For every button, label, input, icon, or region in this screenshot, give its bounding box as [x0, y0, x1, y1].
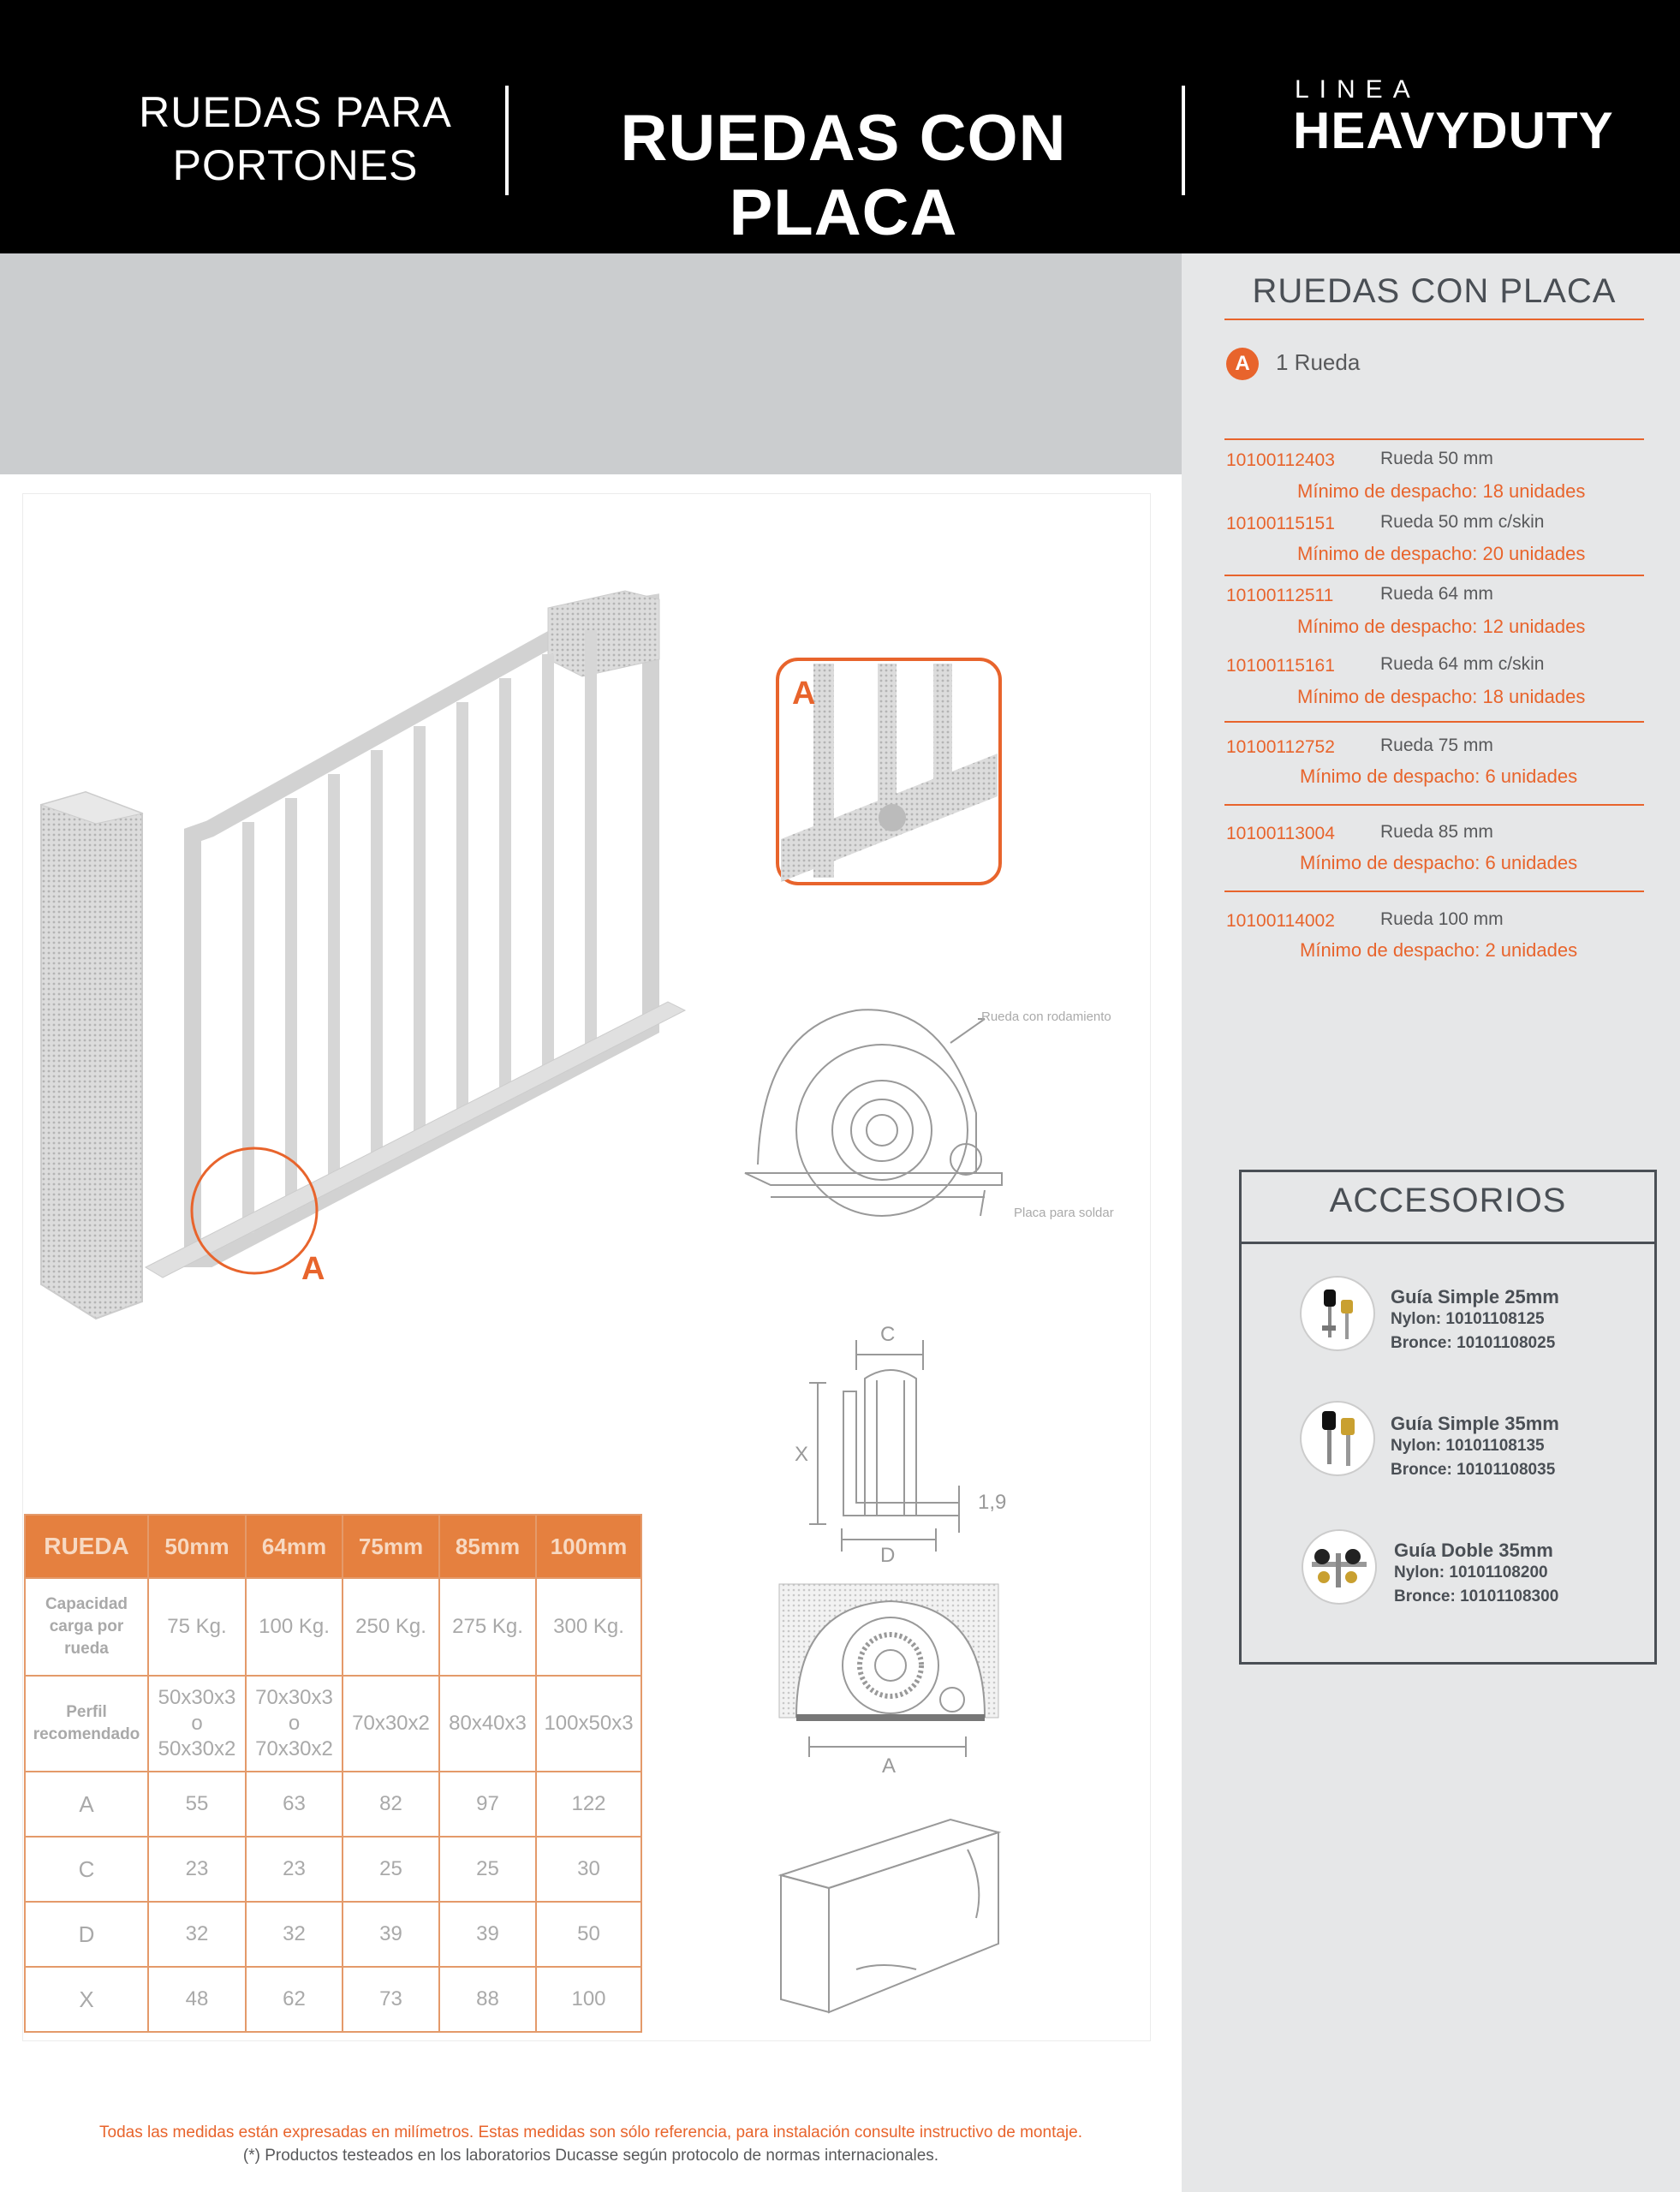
wheel-plate-drawing	[779, 1584, 998, 1757]
table-cell: 75 Kg.	[148, 1578, 246, 1676]
row-label: A	[25, 1772, 148, 1837]
table-cell: 62	[246, 1967, 343, 2032]
row-label: D	[25, 1902, 148, 1967]
divider	[1224, 804, 1644, 806]
table-cell: 23	[246, 1837, 343, 1902]
table-cell: 88	[439, 1967, 536, 2032]
product-name: Rueda 64 mm c/skin	[1380, 654, 1545, 674]
table-cell	[148, 1676, 246, 1772]
cell-line: o	[191, 1712, 203, 1735]
table-cell: 48	[148, 1967, 246, 2032]
product-minimum: Mínimo de despacho: 20 unidades	[1297, 543, 1586, 564]
spec-table	[24, 1514, 642, 2033]
cell-line: 50x30x3	[158, 1686, 236, 1709]
product-minimum: Mínimo de despacho: 2 unidades	[1300, 939, 1578, 961]
footer-disclaimer: (*) Productos testeados en los laboratorios Ducasse según protocolo de normas internacionales.	[242, 2147, 939, 2165]
table-cell: 25	[343, 1837, 439, 1902]
row-label-line: carga por	[49, 1617, 124, 1635]
table-cell: 70x30x2	[343, 1676, 439, 1772]
divider	[1224, 438, 1644, 440]
product-minimum: Mínimo de despacho: 6 unidades	[1300, 765, 1578, 787]
callout-placa: Placa para soldar	[1014, 1206, 1114, 1220]
row-label: X	[25, 1967, 148, 2032]
profile-tube-drawing	[781, 1820, 998, 2012]
guide-double-35-image	[1302, 1529, 1377, 1605]
table-row	[25, 1578, 641, 1676]
table-cell: 100x50x3	[536, 1676, 641, 1772]
table-header-cell: 64mm	[246, 1515, 343, 1578]
dim-a: A	[882, 1754, 897, 1778]
table-header-cell: RUEDA	[25, 1515, 148, 1578]
table-cell: 39	[343, 1902, 439, 1967]
dim-1-9: 1,9	[978, 1491, 1007, 1514]
page-title: RUEDAS CON PLACA	[620, 102, 1067, 249]
sidebar-title: RUEDAS CON PLACA	[1252, 272, 1617, 310]
table-cell: 275 Kg.	[439, 1578, 536, 1676]
product-name: Rueda 100 mm	[1380, 909, 1504, 929]
product-name: Rueda 50 mm c/skin	[1380, 512, 1545, 532]
table-cell: 100 Kg.	[246, 1578, 343, 1676]
table-cell	[246, 1676, 343, 1772]
header-category-line1: RUEDAS PARA	[139, 88, 452, 136]
accessory-nylon-code: Nylon: 10101108135	[1391, 1437, 1545, 1455]
table-cell: 25	[439, 1837, 536, 1902]
accessory-bronze-code: Bronce: 10101108035	[1391, 1461, 1556, 1479]
product-name: Rueda 64 mm	[1380, 584, 1493, 604]
product-code: 10100115151	[1226, 514, 1335, 533]
dim-x: X	[795, 1443, 809, 1466]
table-cell: 122	[536, 1772, 641, 1837]
table-cell: 32	[148, 1902, 246, 1967]
row-label-line: Perfil	[66, 1703, 107, 1721]
dim-d: D	[880, 1544, 896, 1567]
row-label-line: rueda	[64, 1640, 109, 1658]
table-header-cell: 50mm	[148, 1515, 246, 1578]
accessories-divider	[1239, 1242, 1657, 1244]
header-category-line2: PORTONES	[172, 141, 419, 189]
gate-detail-label: A	[301, 1251, 325, 1287]
dim-c: C	[880, 1323, 896, 1346]
table-cell: 73	[343, 1967, 439, 2032]
wheel-section-drawing	[809, 1340, 959, 1552]
row-label	[25, 1676, 148, 1772]
divider	[1224, 319, 1644, 320]
product-name: Rueda 85 mm	[1380, 822, 1493, 842]
product-minimum: Mínimo de despacho: 18 unidades	[1297, 480, 1586, 502]
legend-a-label: 1 Rueda	[1276, 349, 1361, 375]
cell-line: 50x30x2	[158, 1737, 236, 1760]
table-header-cell: 75mm	[343, 1515, 439, 1578]
header-divider	[1182, 86, 1185, 195]
footer-note: Todas las medidas están expresadas en milímetros. Estas medidas son sólo referencia, para instalación consulte instructivo de montaje.	[99, 2124, 1082, 2141]
divider	[1224, 890, 1644, 892]
product-code: 10100112403	[1226, 450, 1335, 470]
inset-detail-label: A	[792, 676, 816, 712]
row-label: C	[25, 1837, 148, 1902]
table-cell: 100	[536, 1967, 641, 2032]
row-label-line: Capacidad	[45, 1595, 128, 1613]
gate-illustration	[41, 591, 685, 1319]
accessory-name: Guía Doble 35mm	[1394, 1540, 1553, 1561]
wheel-side-drawing	[745, 1010, 1002, 1216]
table-cell: 300 Kg.	[536, 1578, 641, 1676]
accessory-name: Guía Simple 25mm	[1391, 1286, 1559, 1307]
table-row	[25, 1967, 641, 2032]
brand-logo: HEAVYDUTY	[1293, 102, 1614, 159]
product-code: 10100113004	[1226, 824, 1335, 843]
product-minimum: Mínimo de despacho: 6 unidades	[1300, 852, 1578, 873]
accessory-nylon-code: Nylon: 10101108200	[1394, 1564, 1548, 1581]
product-code: 10100112752	[1226, 737, 1335, 757]
product-code: 10100115161	[1226, 656, 1335, 676]
guide-simple-25-image	[1300, 1276, 1375, 1351]
product-code: 10100112511	[1226, 586, 1334, 605]
cell-line: 70x30x2	[255, 1737, 333, 1760]
row-label	[25, 1578, 148, 1676]
legend-a-badge: A	[1226, 348, 1259, 380]
table-cell: 63	[246, 1772, 343, 1837]
table-cell: 32	[246, 1902, 343, 1967]
brand-prefix: LINEA	[1295, 75, 1421, 104]
callout-rueda: Rueda con rodamiento	[981, 1010, 1111, 1024]
table-cell: 80x40x3	[439, 1676, 536, 1772]
table-cell: 250 Kg.	[343, 1578, 439, 1676]
table-row	[25, 1837, 641, 1902]
accessory-bronze-code: Bronce: 10101108300	[1394, 1587, 1559, 1605]
table-cell: 55	[148, 1772, 246, 1837]
table-header-cell: 85mm	[439, 1515, 536, 1578]
accessory-nylon-code: Nylon: 10101108125	[1391, 1310, 1545, 1328]
divider	[1224, 575, 1644, 576]
table-header-row	[25, 1515, 641, 1578]
row-label-line: recomendado	[33, 1725, 140, 1743]
product-minimum: Mínimo de despacho: 12 unidades	[1297, 616, 1586, 637]
table-row	[25, 1772, 641, 1837]
cell-line: 70x30x3	[255, 1686, 333, 1709]
table-cell: 30	[536, 1837, 641, 1902]
table-row	[25, 1676, 641, 1772]
accessories-title: ACCESORIOS	[1329, 1182, 1567, 1219]
product-name: Rueda 50 mm	[1380, 449, 1493, 468]
product-code: 10100114002	[1226, 911, 1335, 931]
table-cell: 82	[343, 1772, 439, 1837]
accessory-bronze-code: Bronce: 10101108025	[1391, 1334, 1556, 1352]
table-row	[25, 1902, 641, 1967]
cell-line: o	[288, 1712, 301, 1735]
table-cell: 97	[439, 1772, 536, 1837]
divider	[1224, 721, 1644, 723]
table-cell: 23	[148, 1837, 246, 1902]
table-cell: 39	[439, 1902, 536, 1967]
product-name: Rueda 75 mm	[1380, 736, 1493, 755]
guide-simple-35-image	[1300, 1401, 1375, 1476]
accessory-name: Guía Simple 35mm	[1391, 1413, 1559, 1434]
product-minimum: Mínimo de despacho: 18 unidades	[1297, 686, 1586, 707]
table-cell: 50	[536, 1902, 641, 1967]
table-header-cell: 100mm	[536, 1515, 641, 1578]
